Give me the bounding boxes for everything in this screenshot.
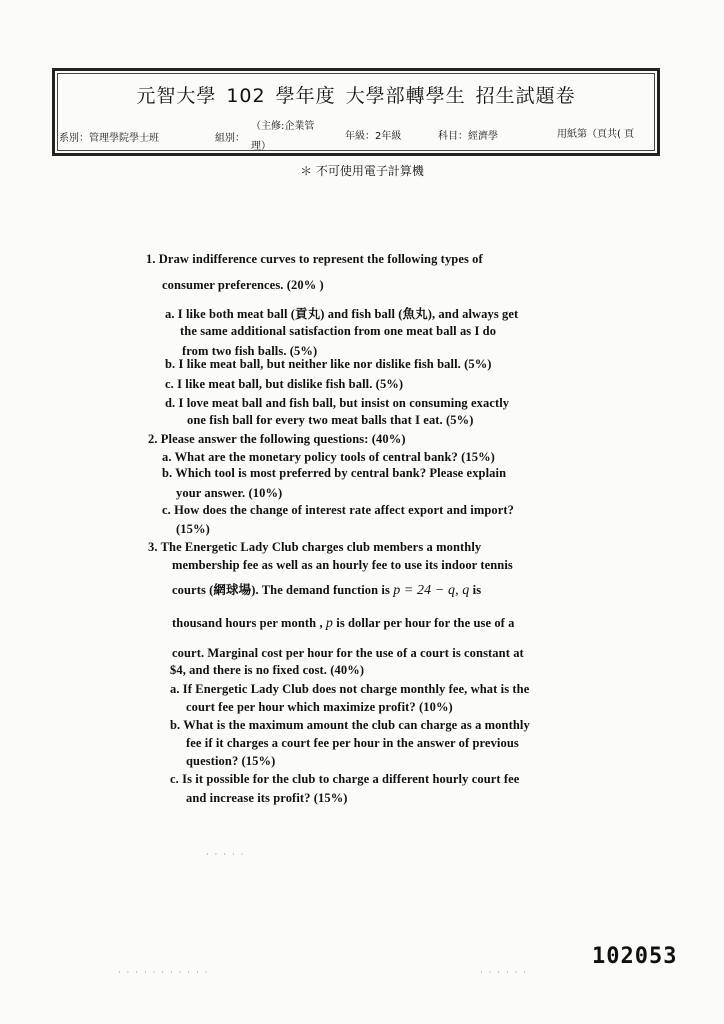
group-value-line2: 理） <box>251 141 271 152</box>
question-3b-line-2: fee if it charges a court fee per hour in the answer of previous <box>186 736 519 750</box>
group-value-line1: （主修:企業管 <box>251 121 315 132</box>
question-1b: b. I like meat ball, but neither like nor dislike fish ball. (5%) <box>165 357 492 371</box>
question-3-line-6: $4, and there is no fixed cost. (40%) <box>170 663 365 677</box>
question-3-line-3 <box>172 580 481 599</box>
question-1d-line-1: d. I love meat ball and fish ball, but insist on consuming exactly <box>165 396 510 410</box>
question-1a-line-2: the same additional satisfaction from one meat ball as I do <box>180 324 497 338</box>
question-3b-line-3: question? (15%) <box>186 754 276 768</box>
question-1-line-2: consumer preferences. (20% ) <box>162 278 324 292</box>
question-1d-line-2: one fish ball for every two meat balls that I eat. (5%) <box>187 413 474 427</box>
question-3-line-2: membership fee as well as an hourly fee to use its indoor tennis <box>172 558 513 572</box>
question-3-line-3-tail: is <box>469 583 482 597</box>
scan-noise-mark: · · · · · <box>206 850 246 859</box>
price-variable: p <box>325 616 334 631</box>
group-label: 組別： <box>215 133 245 144</box>
grade-field: 年級：2年級 <box>345 131 402 142</box>
question-1a-line-3: from two fish balls. (5%) <box>182 344 318 358</box>
question-3-line-1: 3. The Energetic Lady Club charges club members a monthly <box>148 540 482 554</box>
question-2: 2. Please answer the following questions: (40%) <box>148 432 406 446</box>
question-3-line-5: court. Marginal cost per hour for the use of a court is constant at <box>172 646 524 660</box>
exam-header-box <box>52 68 660 156</box>
question-1a-line-1: a. I like both meat ball (貢丸) and fish ball (魚丸), and always get <box>165 307 519 321</box>
scan-noise-mark: · · · · · · <box>480 968 528 977</box>
question-3a-line-2: court fee per hour which maximize profit? (10%) <box>186 700 453 714</box>
question-3-line-4-text: thousand hours per month , <box>172 616 326 630</box>
question-3-line-4-tail: is dollar per hour for the use of a <box>333 616 515 630</box>
subject-field: 科目：經濟學 <box>438 131 498 142</box>
exam-title <box>55 81 657 108</box>
question-2b-line-2: your answer. (10%) <box>176 486 283 500</box>
exam-category: 大學部轉學生 <box>345 85 466 107</box>
page-code: 102053 <box>592 944 678 969</box>
question-3b-line-1: b. What is the maximum amount the club can charge as a monthly <box>170 718 530 732</box>
question-3-line-4 <box>172 616 515 632</box>
academic-year: 102 <box>226 85 266 107</box>
question-1c: c. I like meat ball, but dislike fish ball. (5%) <box>165 377 404 391</box>
question-2a: a. What are the monetary policy tools of central bank? (15%) <box>162 450 495 464</box>
scan-noise-mark: · · · · · · · · · · · <box>118 968 210 977</box>
question-1-line-1: 1. Draw indifference curves to represent the following types of <box>146 252 483 266</box>
question-3c-line-1: c. Is it possible for the club to charge a different hourly court fee <box>170 772 520 786</box>
question-2c-line-1: c. How does the change of interest rate affect export and import? <box>162 503 515 517</box>
question-3-line-3-text: courts (網球場). The demand function is <box>172 583 394 597</box>
question-2b-line-1: b. Which tool is most preferred by central bank? Please explain <box>162 466 507 480</box>
calculator-notice: ＊ 不可使用電子計算機 <box>300 164 424 178</box>
exam-paper-label: 招生試題卷 <box>475 85 576 107</box>
university-name: 元智大學 <box>136 85 217 107</box>
academic-year-label: 學年度 <box>275 85 336 107</box>
sheet-number-field: 用紙第（頁共( 頁 <box>557 129 635 140</box>
demand-function-formula: p = 24 − q, q <box>393 583 470 598</box>
question-2c-line-2: (15%) <box>176 522 210 536</box>
question-3c-line-2: and increase its profit? (15%) <box>186 791 348 805</box>
department-field: 系別：管理學院學士班 <box>59 133 159 144</box>
question-3a-line-1: a. If Energetic Lady Club does not charge monthly fee, what is the <box>170 682 530 696</box>
